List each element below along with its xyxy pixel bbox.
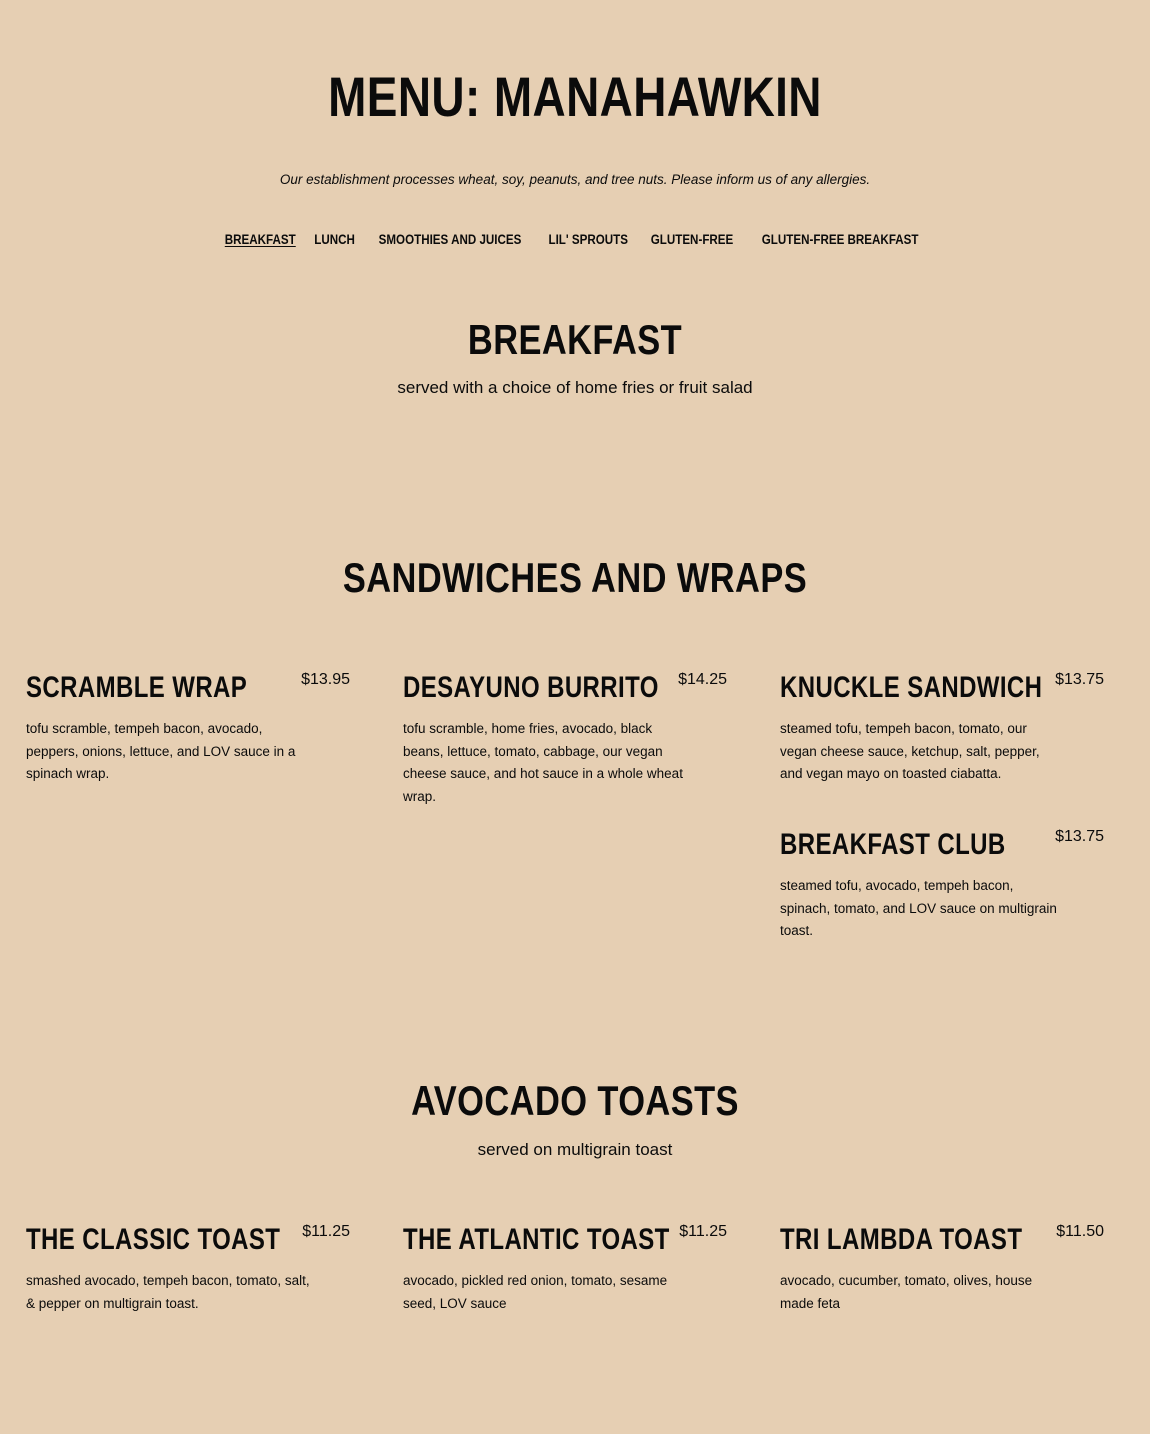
menu-item bbox=[26, 1222, 350, 1315]
item-description: avocado, cucumber, tomato, olives, house made feta bbox=[780, 1273, 1033, 1311]
item-name: TRI LAMBDA TOAST bbox=[780, 1223, 1023, 1256]
menu-item bbox=[403, 1222, 727, 1315]
item-price: $13.95 bbox=[301, 671, 350, 688]
item-description: smashed avocado, tempeh bacon, tomato, salt, & pepper on multigrain toast. bbox=[26, 1273, 310, 1311]
nav-tab-gluten-free-breakfast[interactable]: GLUTEN-FREE BREAKFAST bbox=[761, 232, 918, 247]
item-description: tofu scramble, home fries, avocado, black beans, lettuce, tomato, cabbage, our vegan cheese sauce, and hot sauce in a whole wheat wrap. bbox=[403, 721, 683, 805]
nav-tab-lil-sprouts[interactable]: LIL' SPROUTS bbox=[548, 232, 629, 247]
nav-tab-smoothies-and-juices[interactable]: SMOOTHIES AND JUICES bbox=[378, 232, 522, 247]
allergy-note: Our establishment processes wheat, soy, peanuts, and tree nuts. Please inform us of any allergies. bbox=[279, 172, 871, 187]
menu-item bbox=[780, 1222, 1104, 1315]
item-price: $11.50 bbox=[1056, 1223, 1104, 1240]
item-name: DESAYUNO BURRITO bbox=[403, 671, 659, 704]
item-name: THE ATLANTIC TOAST bbox=[403, 1223, 670, 1256]
menu-subtitle: served with a choice of home fries or fruit salad bbox=[397, 378, 753, 397]
item-name: BREAKFAST CLUB bbox=[780, 828, 1006, 861]
page-title: MENU: MANAHAWKIN bbox=[328, 65, 822, 128]
section-title-avocado-toasts: AVOCADO TOASTS bbox=[411, 1077, 739, 1124]
menu-item bbox=[780, 827, 1104, 943]
item-price: $11.25 bbox=[302, 1223, 350, 1240]
menu-title: BREAKFAST bbox=[467, 316, 683, 363]
item-price: $13.75 bbox=[1055, 671, 1104, 688]
menu-item bbox=[780, 670, 1104, 786]
item-description: steamed tofu, tempeh bacon, tomato, our vegan cheese sauce, ketchup, salt, pepper, and vegan mayo on toasted ciabatta. bbox=[780, 721, 1040, 782]
menu-item bbox=[403, 670, 727, 809]
item-name: THE CLASSIC TOAST bbox=[26, 1223, 281, 1256]
nav-tab-breakfast[interactable]: BREAKFAST bbox=[225, 232, 296, 247]
item-description: steamed tofu, avocado, tempeh bacon, spinach, tomato, and LOV sauce on multigrain toast. bbox=[780, 878, 1057, 939]
item-description: tofu scramble, tempeh bacon, avocado, peppers, onions, lettuce, and LOV sauce in a spinach wrap. bbox=[26, 721, 296, 782]
menu-item bbox=[26, 670, 350, 786]
section-subtitle-avocado-toasts: served on multigrain toast bbox=[477, 1140, 673, 1159]
item-name: KNUCKLE SANDWICH bbox=[780, 671, 1043, 704]
category-nav bbox=[0, 231, 1150, 249]
nav-tab-gluten-free[interactable]: GLUTEN-FREE bbox=[650, 232, 733, 247]
item-name: SCRAMBLE WRAP bbox=[26, 671, 248, 704]
item-price: $13.75 bbox=[1055, 828, 1104, 845]
section-title-sandwiches-and-wraps: SANDWICHES AND WRAPS bbox=[342, 554, 808, 601]
item-description: avocado, pickled red onion, tomato, sesame seed, LOV sauce bbox=[403, 1273, 668, 1311]
item-price: $14.25 bbox=[678, 671, 727, 688]
nav-tab-lunch[interactable]: LUNCH bbox=[314, 232, 355, 247]
item-price: $11.25 bbox=[679, 1223, 727, 1240]
